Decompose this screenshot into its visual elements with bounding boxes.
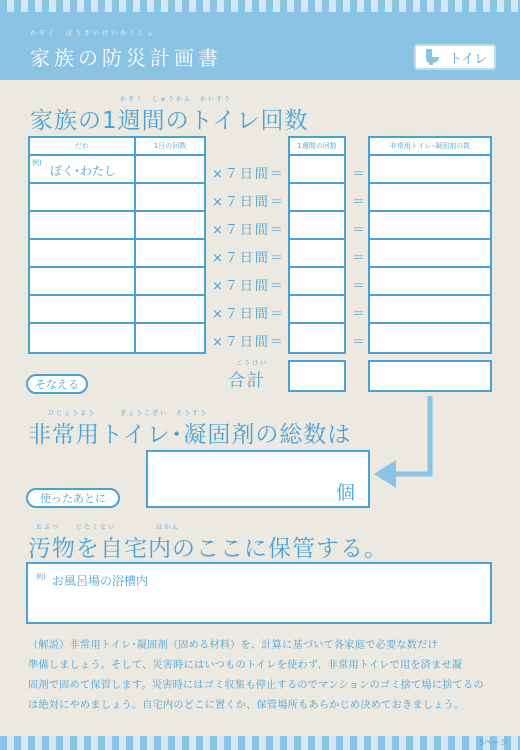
row4-emergency-field[interactable] bbox=[368, 238, 492, 268]
row3-equals: ＝ bbox=[352, 223, 366, 238]
total-label: 合計 bbox=[228, 371, 266, 391]
count-unit: 個 bbox=[336, 482, 356, 504]
row3-name-field[interactable] bbox=[28, 210, 136, 240]
row1-per-week-field[interactable] bbox=[288, 154, 346, 184]
toilet-badge bbox=[414, 44, 496, 70]
row6-emergency-field[interactable] bbox=[368, 294, 492, 324]
top-stripe-border bbox=[0, 0, 520, 12]
explanation-paragraph bbox=[28, 636, 498, 716]
col-header-per-day-label: 1日の回数 bbox=[153, 142, 187, 150]
prepare-pill: そなえる bbox=[26, 374, 88, 394]
section1-ruby: かぞく しゅうかん かいすう bbox=[120, 96, 233, 103]
row2-equals: ＝ bbox=[352, 195, 366, 210]
row6-name-field[interactable] bbox=[28, 294, 136, 324]
row1-emergency-field[interactable] bbox=[368, 154, 492, 184]
row7-emergency-field[interactable] bbox=[368, 322, 492, 354]
row7-multiplier: ×７日間＝ bbox=[212, 335, 285, 350]
toilet-badge-label: トイレ bbox=[448, 51, 488, 67]
row6-per-week-field[interactable] bbox=[288, 294, 346, 324]
bottom-stripe-border bbox=[0, 736, 520, 750]
row7-equals: ＝ bbox=[352, 335, 366, 350]
explanation-line-1: （解説）非常用トイレ･凝固剤（固める材料）を、計算に基づいて各家庭で必要な数だけ bbox=[28, 640, 438, 651]
row2-name-field[interactable] bbox=[28, 182, 136, 212]
row4-name-field[interactable] bbox=[28, 238, 136, 268]
row3-per-day-field[interactable] bbox=[134, 210, 206, 240]
section3-title: 汚物を自宅内のここに保管する。 bbox=[28, 536, 388, 562]
explanation-line-4: は絶対にやめましょう。自宅内のどこに置くか、保管場所もあらかじめ決めておきましょう。 bbox=[28, 700, 465, 711]
row6-equals: ＝ bbox=[352, 307, 366, 322]
row4-per-day-field[interactable] bbox=[134, 238, 206, 268]
storage-example-mark: 例) bbox=[36, 573, 46, 581]
row1-equals: ＝ bbox=[352, 167, 366, 182]
col-header-who-label: だれ bbox=[75, 142, 89, 150]
row3-multiplier: ×７日間＝ bbox=[212, 223, 285, 238]
row2-per-week-field[interactable] bbox=[288, 182, 346, 212]
section1-title: 家族の1週間のトイレ回数 bbox=[30, 108, 309, 134]
row2-per-day-field[interactable] bbox=[134, 182, 206, 212]
row3-per-week-field[interactable] bbox=[288, 210, 346, 240]
row4-per-week-field[interactable] bbox=[288, 238, 346, 268]
section2-ruby: ひじょうよう ぎょうこざい そうすう bbox=[48, 410, 209, 417]
row7-per-day-field[interactable] bbox=[134, 322, 206, 354]
explanation-line-3: 固剤で固めて保管します。災害時にはゴミ収集も停止するのでマンションのゴミ捨て場に捨てるの bbox=[28, 680, 484, 691]
row4-multiplier: ×７日間＝ bbox=[212, 251, 285, 266]
row5-per-day-field[interactable] bbox=[134, 266, 206, 296]
row7-name-field[interactable] bbox=[28, 322, 136, 354]
section3-ruby: おぶつ じたくない ほかん bbox=[36, 524, 181, 531]
header-ruby: かぞく ぼうさいけいかくしょ bbox=[30, 30, 157, 37]
total-emergency-field[interactable] bbox=[368, 360, 492, 392]
col-header-emergency-label: 非常用トイレ･凝固剤の数 bbox=[389, 142, 471, 150]
row2-emergency-field[interactable] bbox=[368, 182, 492, 212]
total-ruby: ごうけい bbox=[236, 360, 269, 367]
row1-example-name: ぼく･わたし bbox=[50, 164, 117, 178]
row5-multiplier: ×７日間＝ bbox=[212, 279, 285, 294]
row1-multiplier: ×７日間＝ bbox=[212, 167, 285, 182]
section2-title: 非常用トイレ･凝固剤の総数は bbox=[28, 422, 352, 448]
storage-example-text: お風呂場の浴槽内 bbox=[52, 574, 149, 588]
row3-emergency-field[interactable] bbox=[368, 210, 492, 240]
row5-emergency-field[interactable] bbox=[368, 266, 492, 296]
row4-equals: ＝ bbox=[352, 251, 366, 266]
row6-multiplier: ×７日間＝ bbox=[212, 307, 285, 322]
total-per-week-field[interactable] bbox=[288, 360, 346, 392]
row1-example-mark: 例) bbox=[32, 159, 42, 167]
row6-per-day-field[interactable] bbox=[134, 294, 206, 324]
row2-multiplier: ×７日間＝ bbox=[212, 195, 285, 210]
col-header-per-week-label: 1週間の回数 bbox=[297, 142, 337, 150]
toilet-icon bbox=[423, 47, 443, 67]
row5-name-field[interactable] bbox=[28, 266, 136, 296]
row5-per-week-field[interactable] bbox=[288, 266, 346, 296]
after-use-pill: 使ったあとに bbox=[26, 488, 120, 508]
page-header bbox=[0, 12, 520, 80]
explanation-line-2: 準備しましょう。そして、災害時にはいつものトイレを使わず、非常用トイレで用を済ませ凝 bbox=[28, 660, 463, 671]
row5-equals: ＝ bbox=[352, 279, 366, 294]
row7-per-week-field[interactable] bbox=[288, 322, 346, 354]
page-number: 5ページ bbox=[479, 738, 508, 747]
page-title: 家族の防災計画書 bbox=[30, 46, 222, 70]
arrow-icon bbox=[370, 392, 440, 492]
row1-per-day-field[interactable] bbox=[134, 154, 206, 184]
